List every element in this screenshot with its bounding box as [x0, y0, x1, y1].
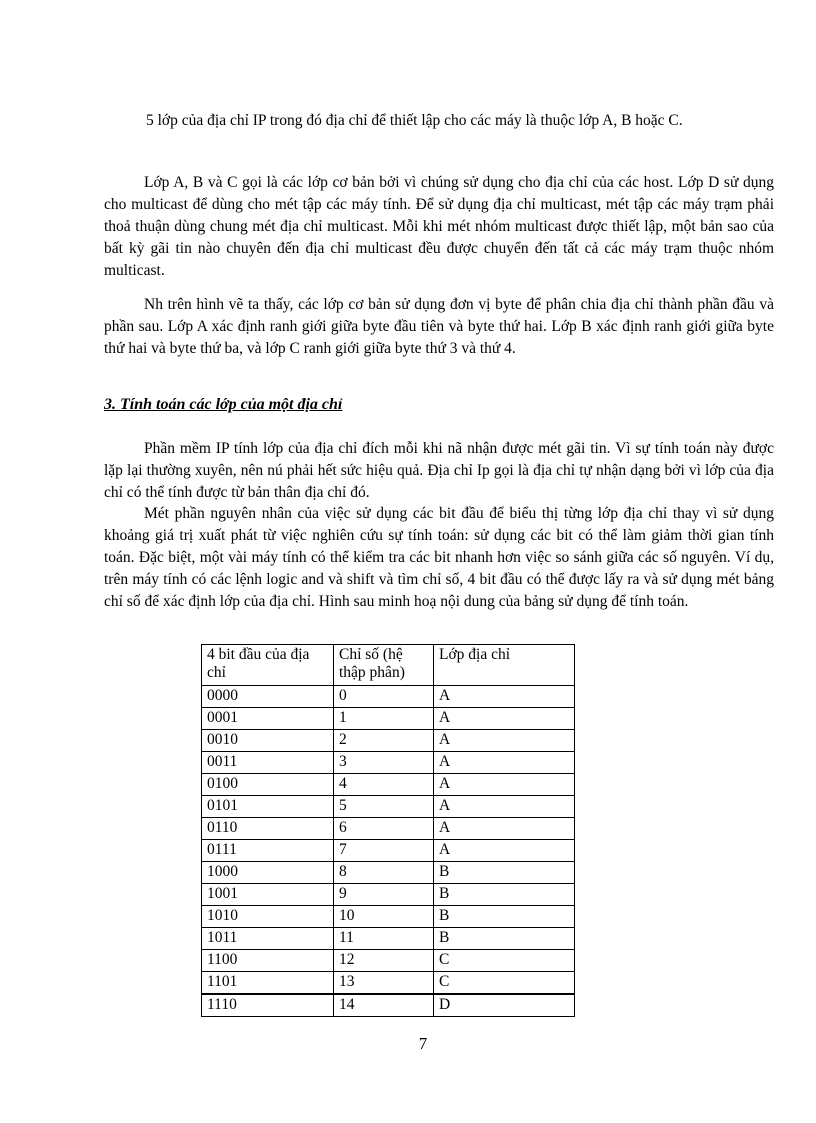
cell-class: A [434, 796, 575, 818]
cell-index: 4 [334, 774, 434, 796]
cell-class: A [434, 774, 575, 796]
paragraph-ip-software: Phần mềm IP tính lớp của địa chỉ đích mỗi khi nã nhận được mét gãi tin. Vì sự tính toán này được lặp lại thường xuyên, nên nú phải hết sức hiệu quả. Địa chỉ Ip gọi là địa chỉ tự nhận dạng bởi vì lớp của địa chỉ có thể tính được từ bản thân địa chỉ đó. [104, 440, 774, 501]
cell-index: 9 [334, 884, 434, 906]
table-row [202, 928, 575, 950]
cell-class: B [434, 862, 575, 884]
cell-class: A [434, 840, 575, 862]
cell-index: 6 [334, 818, 434, 840]
cell-index: 13 [334, 972, 434, 995]
table-row [202, 796, 575, 818]
paragraph-byte-boundaries: Nh trên hình vẽ ta thấy, các lớp cơ bản sử dụng đơn vị byte để phân chia địa chỉ thành phần đầu và phần sau. Lớp A xác định ranh giới giữa byte đầu tiên và byte thứ hai. Lớp B xác định ranh giới giữa byte thứ hai và byte thứ ba, và lớp C ranh giới giữa byte thứ 3 và thứ 4. [104, 296, 774, 357]
table-row [202, 972, 575, 995]
table-row [202, 730, 575, 752]
cell-first-bits: 0101 [202, 796, 334, 818]
paragraph-ip-classes-intro: 5 lớp của địa chỉ IP trong đó địa chỉ để thiết lập cho các máy là thuộc lớp A, B hoặc C. [146, 112, 683, 129]
table-row [202, 994, 575, 1017]
table-row [202, 752, 575, 774]
cell-index: 0 [334, 686, 434, 708]
cell-class: A [434, 686, 575, 708]
cell-index: 1 [334, 708, 434, 730]
cell-index: 2 [334, 730, 434, 752]
cell-first-bits: 0000 [202, 686, 334, 708]
cell-index: 12 [334, 950, 434, 972]
table-row [202, 884, 575, 906]
cell-first-bits: 0001 [202, 708, 334, 730]
cell-index: 14 [334, 994, 434, 1017]
cell-first-bits: 1110 [202, 994, 334, 1017]
cell-class: A [434, 752, 575, 774]
table-row [202, 950, 575, 972]
table-row [202, 862, 575, 884]
cell-class: A [434, 818, 575, 840]
table-header-row [202, 645, 575, 686]
table-row [202, 818, 575, 840]
cell-class: A [434, 730, 575, 752]
cell-class: A [434, 708, 575, 730]
cell-index: 11 [334, 928, 434, 950]
table-row [202, 708, 575, 730]
cell-first-bits: 1010 [202, 906, 334, 928]
paragraph-leading-bits: Mét phần nguyên nhân của việc sử dụng các bit đầu để biểu thị từng lớp địa chỉ thay vì sử dụng khoảng giá trị xuất phát từ việc nghiên cứu sự tính toán: sử dụng các bit có thể làm giảm thời gian tính toán. Đặc biệt, một vài máy tính có thể kiểm tra các bit nhanh hơn việc so sánh giữa các số nguyên. Ví dụ, trên máy tính có các lệnh logic and và shift và tìm chỉ số, 4 bit đầu có thể được lấy ra và sử dụng mét bảng chỉ số để xác định lớp của địa chỉ. Hình sau minh hoạ nội dung của bảng sử dụng để tính toán. [104, 505, 774, 610]
cell-first-bits: 1101 [202, 972, 334, 995]
cell-index: 7 [334, 840, 434, 862]
cell-first-bits: 1011 [202, 928, 334, 950]
cell-index: 10 [334, 906, 434, 928]
table-row [202, 840, 575, 862]
cell-first-bits: 1001 [202, 884, 334, 906]
cell-first-bits: 1000 [202, 862, 334, 884]
cell-first-bits: 1100 [202, 950, 334, 972]
header-class: Lớp địa chỉ [434, 645, 575, 686]
cell-index: 3 [334, 752, 434, 774]
cell-class: B [434, 906, 575, 928]
cell-index: 5 [334, 796, 434, 818]
cell-first-bits: 0011 [202, 752, 334, 774]
header-index: Chỉ số (hệ thập phân) [334, 645, 434, 686]
cell-first-bits: 0111 [202, 840, 334, 862]
section-heading: 3. Tính toán các lớp của một địa chỉ [104, 396, 343, 413]
cell-class: B [434, 928, 575, 950]
cell-index: 8 [334, 862, 434, 884]
cell-class: B [434, 884, 575, 906]
cell-class: D [434, 994, 575, 1017]
cell-class: C [434, 972, 575, 995]
cell-first-bits: 0110 [202, 818, 334, 840]
cell-first-bits: 0100 [202, 774, 334, 796]
address-class-table [201, 644, 575, 1017]
cell-first-bits: 0010 [202, 730, 334, 752]
header-first-bits: 4 bit đầu của địa chỉ [202, 645, 334, 686]
cell-class: C [434, 950, 575, 972]
paragraph-basic-classes: Lớp A, B và C gọi là các lớp cơ bản bởi vì chúng sử dụng cho địa chỉ của các host. Lớp D sử dụng cho multicast để dùng cho mét tập các máy tính. Để sử dụng địa chỉ multicast, mét tập các máy trạm phải thoả thuận dùng chung mét địa chỉ multicast. Mỗi khi mét nhóm multicast được thiết lập, một bản sao của bất kỳ gãi tin nào chuyên đến địa chỉ multicast đều được chuyển đến tất cả các máy trạm thuộc nhóm multicast. [104, 174, 774, 279]
table-row [202, 774, 575, 796]
table-row [202, 906, 575, 928]
page-number: 7 [418, 1034, 428, 1053]
table-row [202, 686, 575, 708]
